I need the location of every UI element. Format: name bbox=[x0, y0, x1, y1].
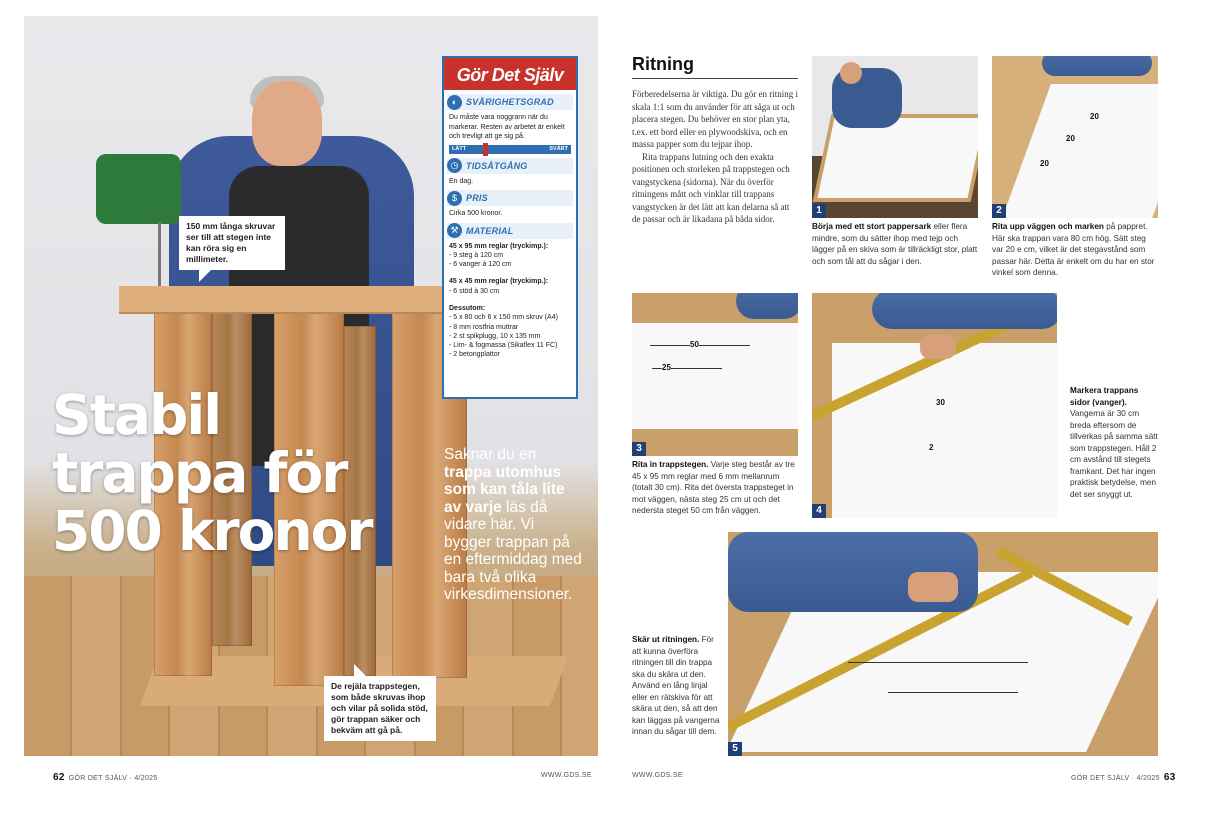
difficulty-title: SVÅRIGHETSGRAD bbox=[466, 97, 554, 107]
callout-screws: 150 mm långa skruvar ser till att stegen inte kan röra sig en millimeter. bbox=[179, 216, 285, 270]
caption-title: Markera trappans sidor (vanger). bbox=[1070, 386, 1139, 407]
website-left: WWW.GDS.SE bbox=[541, 772, 592, 779]
price-icon: $ bbox=[447, 191, 462, 206]
difficulty-text: Du måste vara noggrann när du markerar. Resten av arbetet är enkelt och trevligt att ge sig på. bbox=[449, 114, 565, 140]
issue-left: GÖR DET SJÄLV · 4/2025 bbox=[68, 775, 158, 782]
caption-text: eller flera mindre, som du sätter ihop med tejp och lägger på en skiva som är tillräckligt stor, platt och som tål att du sågar i den. bbox=[812, 222, 978, 266]
photo-step-2 bbox=[992, 56, 1158, 218]
info-box bbox=[442, 56, 578, 399]
price-text: Cirka 500 kronor. bbox=[449, 210, 503, 217]
material-item: - 6 vanger à 120 cm bbox=[449, 261, 512, 269]
photo-step-5 bbox=[728, 532, 1158, 756]
dimension-label: 2 bbox=[929, 443, 934, 452]
caption-text: på pappret. Här ska trappan vara 80 cm hög. Sätt steg var 20 e cm, vilket är det stegavstånd som passar här. Detta är enkelt om du har en stor vinkel som denna. bbox=[992, 222, 1155, 277]
section-rule bbox=[632, 78, 798, 79]
intro-pre: Saknar du en bbox=[444, 446, 537, 463]
drill-icon bbox=[96, 154, 181, 224]
material-item: - 8 mm rostfria muttrar bbox=[449, 323, 519, 331]
callout-steps: De rejäla trappstegen, som både skruvas ihop och vilar på solida stöd, gör trappan säker och bekväm att gå på. bbox=[324, 676, 436, 741]
intro-bold: trappa utomhus som kan tåla lite av varje bbox=[444, 463, 565, 516]
dimension-label: 25 bbox=[662, 363, 671, 372]
website-right: WWW.GDS.SE bbox=[632, 772, 683, 779]
material-item: - 2 betongplattor bbox=[449, 351, 500, 359]
difficulty-scale bbox=[449, 145, 571, 154]
dimension-label: 20 bbox=[1040, 159, 1049, 168]
material-group1-title: 45 x 95 mm reglar (tryckimp.): bbox=[449, 242, 549, 250]
dimension-label: 30 bbox=[936, 398, 945, 407]
time-section bbox=[447, 158, 573, 174]
paragraph: Rita trappans lutning och den exakta positionen och storleken på trappstegen och vangstyckena (sidorna). När du överför ritningens mått och vinklar till trappans vangstycken är det lätt att kan delarna så att de passar och är likadana på båda sidor. bbox=[632, 151, 790, 224]
info-box-header: Gör Det Själv bbox=[444, 58, 576, 90]
difficulty-easy: LÄTT bbox=[452, 145, 467, 152]
body-text bbox=[632, 88, 798, 226]
material-section bbox=[447, 223, 573, 239]
caption-title: Skär ut ritningen. bbox=[632, 635, 700, 644]
intro-post: läs då vidare här. Vi bygger trappan på en eftermiddag med bara två olika virkesdimensioner. bbox=[444, 498, 582, 603]
photo-step-3 bbox=[632, 293, 798, 456]
caption-text: För att kunna överföra ritningen till din trappa ska du skära ut den. Använd en lång linjal eller en rätskiva för att skära ut den, så att den kan läggas på vangerna innan du sågar till dem. bbox=[632, 635, 720, 736]
dimension-label: 50 bbox=[690, 340, 699, 349]
clock-icon: ◷ bbox=[447, 158, 462, 173]
person-head bbox=[252, 81, 322, 166]
page-number-right: 63 bbox=[1163, 772, 1176, 783]
caption-step-1 bbox=[812, 221, 978, 267]
material-list bbox=[444, 242, 576, 360]
price-section bbox=[447, 190, 573, 206]
difficulty-marker bbox=[483, 143, 488, 156]
section-title: Ritning bbox=[632, 54, 694, 74]
step-number: 5 bbox=[728, 742, 742, 756]
intro-text bbox=[444, 446, 582, 604]
folio-left bbox=[53, 772, 158, 783]
material-item: - Lim- & fogmassa (Sikaflex 11 FC) bbox=[449, 342, 558, 350]
page-title: Stabil trappa för 500 kronor bbox=[52, 383, 372, 563]
caption-step-5 bbox=[632, 634, 720, 738]
step-number: 1 bbox=[812, 204, 826, 218]
difficulty-section bbox=[447, 94, 573, 110]
caption-title: Börja med ett stort pappersark bbox=[812, 222, 932, 231]
caption-step-4 bbox=[1070, 385, 1158, 500]
time-text: En dag. bbox=[449, 177, 474, 185]
dimension-label: 20 bbox=[1090, 112, 1099, 121]
caption-text: Varje steg består av tre 45 x 95 mm reglar med 6 mm mellanrum (totalt 30 cm). Rita det översta trappsteget in mot väggen, nästa steg 25 cm ut och det nedersta steget 50 cm från väggen. bbox=[632, 460, 795, 515]
material-item: - 6 stöd à 30 cm bbox=[449, 287, 500, 295]
caption-text: Vangerna är 30 cm breda eftersom de tillverkas på samma sätt som trappstegen. Håll 2 cm avstånd till stegets framkant. Det har ingen praktisk betydelse, men det ser snyggt ut. bbox=[1070, 409, 1158, 499]
caption-step-3 bbox=[632, 459, 798, 517]
photo-step-1 bbox=[812, 56, 978, 218]
difficulty-hard: SVÅRT bbox=[549, 145, 568, 152]
drill-bit bbox=[158, 222, 161, 290]
gauge-icon: ◐ bbox=[447, 95, 462, 110]
caption-title: Rita in trappstegen. bbox=[632, 460, 709, 469]
time-title: TIDSÅTGÅNG bbox=[466, 160, 528, 171]
caption-step-2 bbox=[992, 221, 1158, 279]
page-number-left: 62 bbox=[53, 772, 65, 783]
step-number: 3 bbox=[632, 442, 646, 456]
paragraph: Förberedelserna är viktiga. Du gör en ritning i skala 1:1 som du använder för att såga ut och placera stegen. Du behöver en stor plan yta, t.ex. ett bord eller en plywoodskiva, och en massa papper som du tejpar ihop. bbox=[632, 89, 798, 149]
step-number: 2 bbox=[992, 204, 1006, 218]
material-item: - 9 steg à 120 cm bbox=[449, 251, 504, 259]
material-item: - 5 x 80 och 6 x 150 mm skruv (A4) bbox=[449, 314, 558, 322]
stair-top-step bbox=[119, 286, 464, 314]
material-item: - 2 st spikplugg, 10 x 135 mm bbox=[449, 332, 541, 340]
folio-right bbox=[1071, 772, 1176, 783]
photo-step-4 bbox=[812, 293, 1057, 518]
issue-right: GÖR DET SJÄLV · 4/2025 bbox=[1071, 775, 1160, 782]
material-group2-title: 45 x 45 mm reglar (tryckimp.): bbox=[449, 278, 549, 286]
material-group3-title: Dessutom: bbox=[449, 304, 486, 312]
material-title: MATERIAL bbox=[466, 225, 514, 236]
price-title: PRIS bbox=[466, 193, 488, 203]
material-icon: ⚒ bbox=[447, 223, 462, 238]
step-number: 4 bbox=[812, 504, 826, 518]
caption-title: Rita upp väggen och marken bbox=[992, 222, 1104, 231]
dimension-label: 20 bbox=[1066, 134, 1075, 143]
